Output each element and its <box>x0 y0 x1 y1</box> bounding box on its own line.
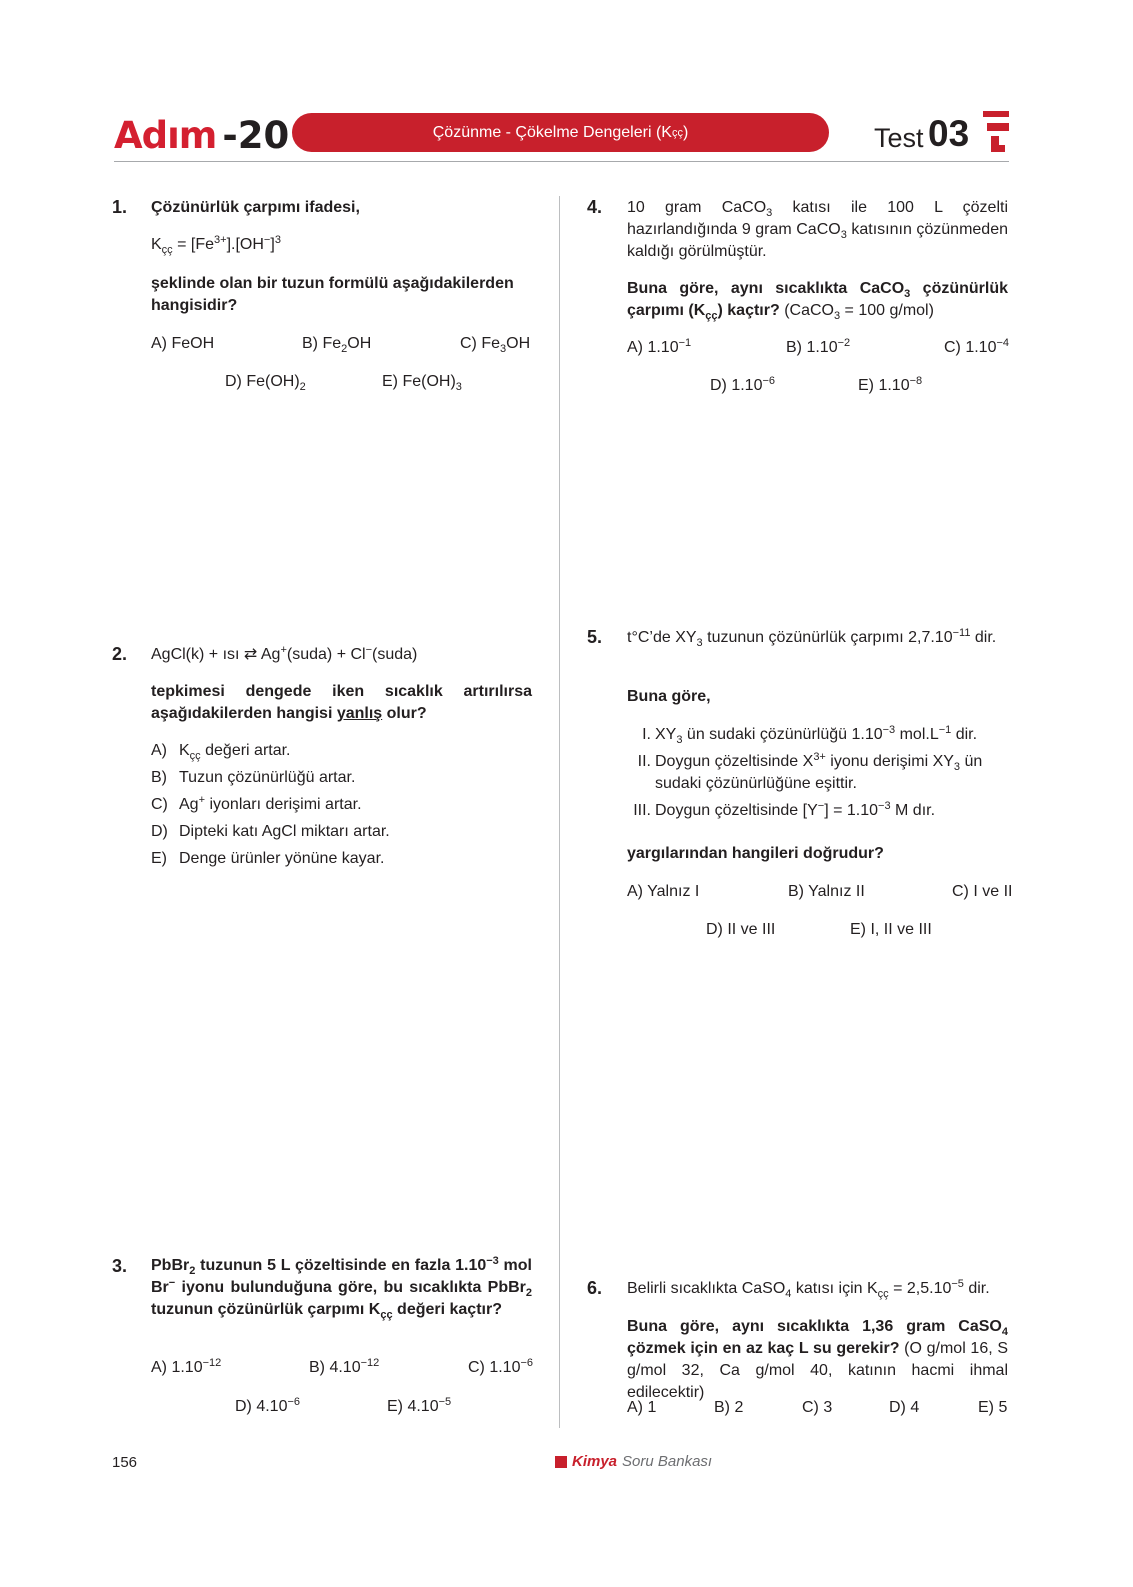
reaction-equation: AgCl(k) + ısı ⇄ Ag+(suda) + Cl−(suda) <box>151 644 418 663</box>
question-number: 4. <box>587 197 603 217</box>
option-a[interactable]: A) $1.10^{-1}$ <box>627 337 692 356</box>
question-stem: Çözünürlük çarpımı ifadesi, <box>151 199 360 216</box>
option-d[interactable]: D) 4 <box>889 1399 920 1416</box>
question-number: 3. <box>112 1256 128 1276</box>
option-b[interactable]: B) Tuzun çözünürlüğü artar. <box>151 769 356 786</box>
statement-iii: III. Doygun çözeltisinde $[Y^-] = 1.10^{-3}$ M dır. <box>633 800 936 819</box>
option-b[interactable]: B) 2 <box>714 1399 744 1416</box>
option-a[interactable]: A) Yalnız I <box>627 883 700 900</box>
equilibrium-arrow-icon: ⇄ <box>243 646 258 663</box>
page-number: 156 <box>112 1454 138 1471</box>
option-a[interactable]: A) 1 <box>627 1399 657 1416</box>
ksp-expression: $K_{çç} = [Fe^{3+}].[OH^-]^3$ <box>151 234 281 256</box>
options-list <box>151 740 532 870</box>
statements-list <box>627 724 1012 822</box>
option-c[interactable]: C) $Fe_3OH$ <box>460 335 531 355</box>
option-a[interactable]: A) $K_{çç}$ değeri artar. <box>151 742 291 762</box>
footer-book-title <box>555 1453 712 1470</box>
statement-ii: II. Doygun çözeltisinde $X^{3+}$ iyonu derişimi $XY_3$ ün sudaki çözünürlüğüne eşittir. <box>637 751 983 792</box>
option-c[interactable]: C) Ag+ iyonları derişimi artar. <box>151 794 362 813</box>
question-text: yargılarından hangileri doğrudur? <box>627 845 884 862</box>
question-text: tepkimesi dengede iken sıcaklık artırılırsa aşağıdakilerden hangisi yanlış olur? <box>151 683 532 722</box>
series-logo <box>114 112 289 156</box>
footer-brand-bold: Kimya <box>572 1453 618 1470</box>
option-e[interactable]: E) 5 <box>978 1399 1008 1416</box>
option-e[interactable]: E) $1.10^{-8}$ <box>858 375 923 394</box>
square-bullet-icon <box>555 1456 567 1468</box>
topic-prefix: Çözünme - Çökelme Dengeleri (K <box>432 123 672 141</box>
test-number: 03 <box>928 113 970 154</box>
option-e[interactable]: E) Denge ürünler yönüne kayar. <box>151 850 385 867</box>
question-text: Buna göre, aynı sıcaklıkta 1,36 gram CaSO$_4$ çözmek için en az kaç L su gerekir? (O g/mol 16, S g/mol 32, Ca g/mol 40, katının hacmi ihmal edilecektir) <box>627 1318 1009 1401</box>
publisher-logo-icon <box>983 111 1009 153</box>
question-number: 5. <box>587 627 603 647</box>
question-stem: Belirli sıcaklıkta CaSO$_4$ katısı için $K_{çç} = 2,5.10^{-5}$ dir. <box>627 1278 990 1300</box>
option-b[interactable]: B) $4.10^{-12}$ <box>309 1357 380 1376</box>
footer-brand-rest: Soru Bankası <box>622 1453 713 1470</box>
question-number: 2. <box>112 644 128 664</box>
option-d[interactable]: D) $Fe(OH)_2$ <box>225 373 306 393</box>
column-divider <box>559 196 560 1428</box>
question-number: 6. <box>587 1278 603 1298</box>
topic-sub: çç <box>671 126 683 139</box>
topic-suffix: ) <box>682 123 689 141</box>
option-d[interactable]: D) $1.10^{-6}$ <box>710 375 776 394</box>
option-a[interactable]: A) $1.10^{-12}$ <box>151 1357 222 1376</box>
header-divider <box>114 161 1009 162</box>
option-d[interactable]: D) Dipteki katı AgCl miktarı artar. <box>151 823 390 840</box>
question-text: şeklinde olan bir tuzun formülü aşağıdakilerden hangisidir? <box>151 275 514 314</box>
option-e[interactable]: E) $Fe(OH)_3$ <box>382 373 462 393</box>
question-stem: t°C’de $XY_3$ tuzunun çözünürlük çarpımı $2,7.10^{-11}$ dir. <box>627 627 997 649</box>
question-stem: 10 gram CaCO$_3$ katısı ile 100 L çözelti hazırlandığında 9 gram CaCO$_3$ katısının çözünmeden kaldığı görülmüştür. <box>627 199 1009 260</box>
statement-i: I. $XY_3$ ün sudaki çözünürlüğü $1.10^{-3}$ $mol.L^{-1}$ dir. <box>642 724 978 746</box>
question-text: Buna göre, aynı sıcaklıkta CaCO$_3$ çözünürlük çarpımı $(K_{çç})$ kaçtır? (CaCO$_3$ = 100 g/mol) <box>627 280 1009 322</box>
question-number: 1. <box>112 197 128 217</box>
option-c[interactable]: C) I ve II <box>952 883 1013 900</box>
option-a[interactable]: A) FeOH <box>151 335 215 352</box>
topic-banner <box>292 113 829 152</box>
brand-number: -20 <box>222 114 290 157</box>
lead-text: Buna göre, <box>627 688 711 705</box>
option-e[interactable]: E) I, II ve III <box>850 921 932 938</box>
option-b[interactable]: B) Yalnız II <box>788 883 865 900</box>
option-e[interactable]: E) $4.10^{-5}$ <box>387 1396 452 1415</box>
option-d[interactable]: D) $4.10^{-6}$ <box>235 1396 301 1415</box>
test-label: Test <box>874 123 924 153</box>
option-c[interactable]: C) 3 <box>802 1399 833 1416</box>
option-b[interactable]: B) $Fe_2OH$ <box>302 335 372 355</box>
option-c[interactable]: C) $1.10^{-4}$ <box>944 337 1010 356</box>
brand-word: Adım <box>114 114 217 157</box>
option-b[interactable]: B) $1.10^{-2}$ <box>786 337 851 356</box>
option-d[interactable]: D) II ve III <box>706 921 776 938</box>
option-c[interactable]: C) $1.10^{-6}$ <box>468 1357 534 1376</box>
question-text: PbBr$_2$ tuzunun 5 L çözeltisinde en fazla $1.10^{-3}$ mol Br− iyonu bulunduğuna göre, bu sıcaklıkta PbBr$_2$ tuzunun çözünürlük çarpımı $K_{çç}$ değeri kaçtır? <box>151 1255 533 1321</box>
